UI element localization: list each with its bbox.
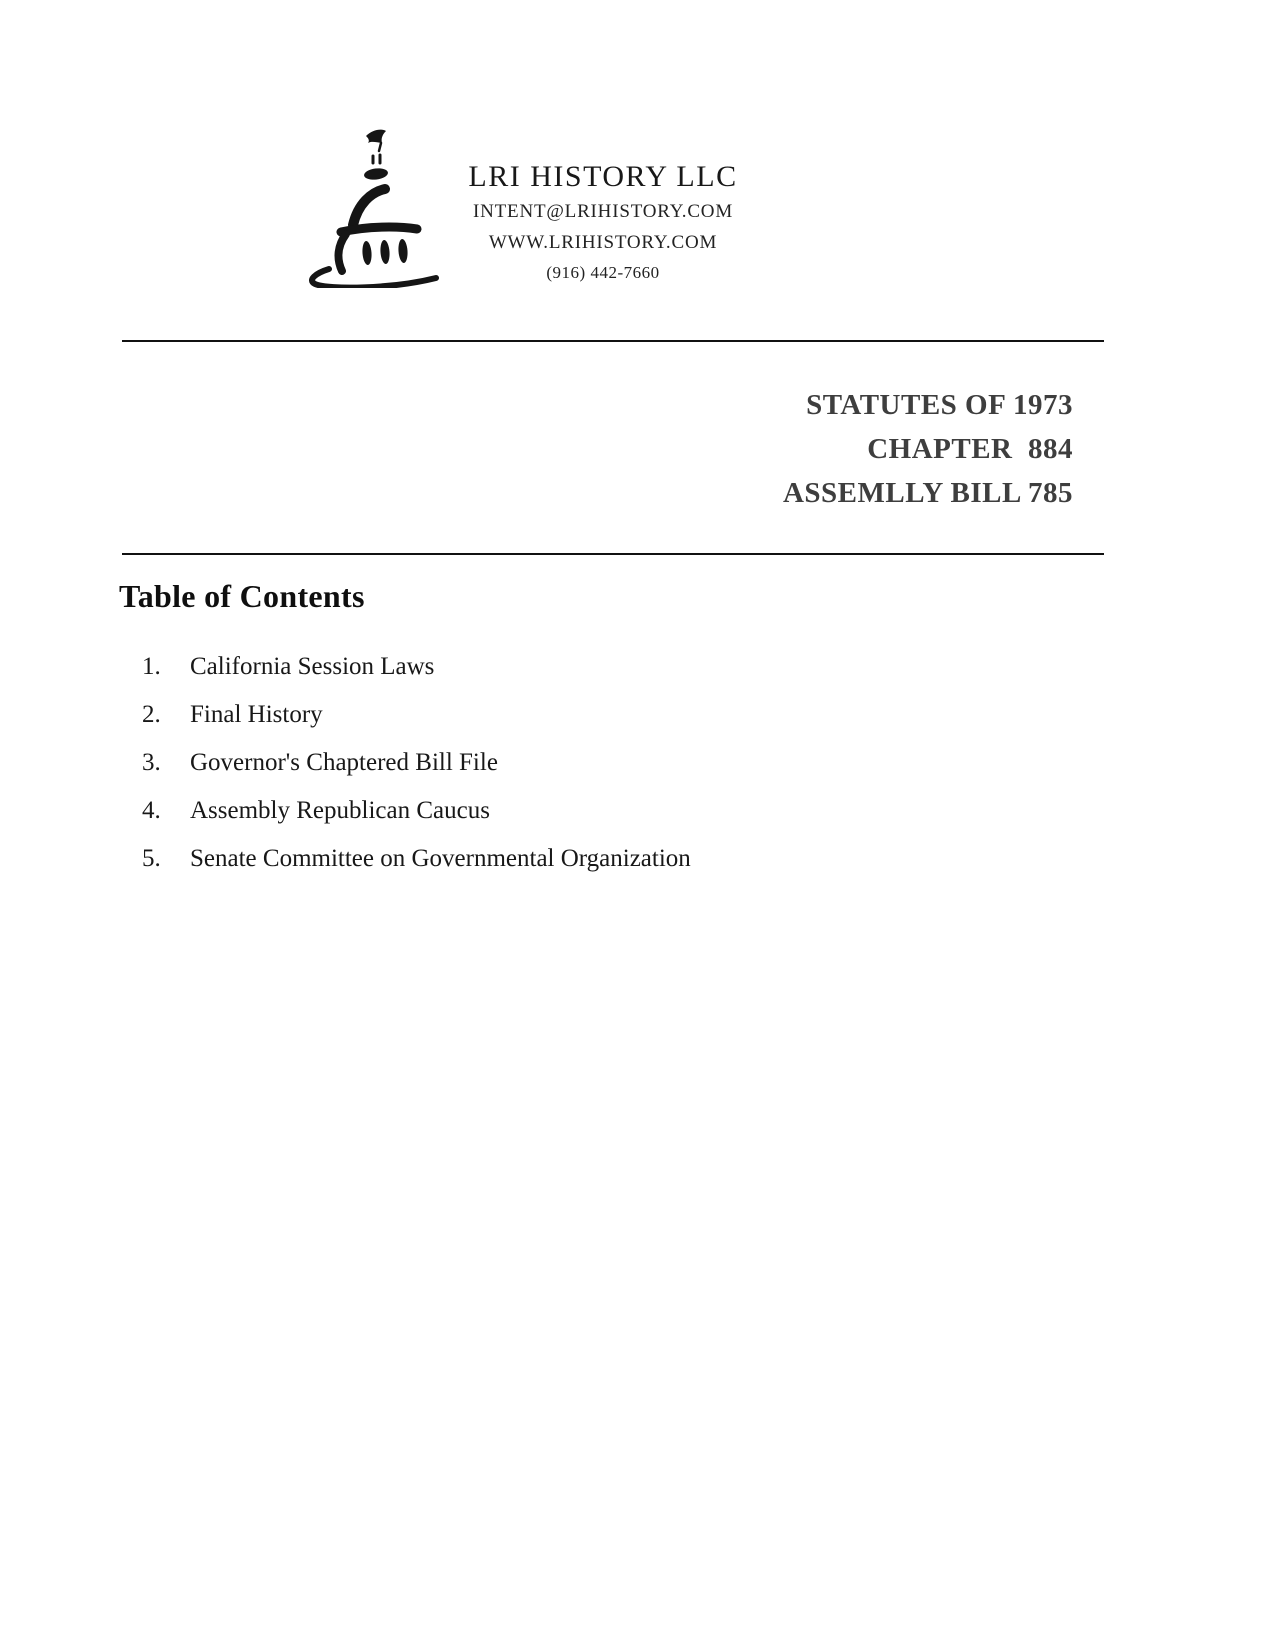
toc-item-label: Assembly Republican Caucus [190, 797, 490, 824]
company-phone: (916) 442-7660 [546, 263, 660, 282]
chapter-number-line: CHAPTER 884 [867, 433, 1073, 465]
letterhead [383, 158, 823, 288]
toc-list [142, 652, 942, 892]
toc-item [142, 700, 942, 730]
toc-item [142, 796, 942, 826]
toc-item-number: 5. [142, 845, 161, 872]
statute-title-block [783, 383, 1073, 515]
toc-heading: Table of Contents [119, 578, 365, 614]
company-email: INTENT@LRIHISTORY.COM [472, 201, 734, 222]
toc-item-number: 2. [142, 701, 161, 728]
horizontal-divider-top [122, 340, 1104, 342]
toc-item-label: California Session Laws [190, 653, 435, 680]
toc-item-label: Senate Committee on Governmental Organization [190, 845, 691, 872]
statutes-year-line: STATUTES OF 1973 [806, 389, 1073, 421]
horizontal-divider-bottom [122, 553, 1104, 555]
toc-item-number: 3. [142, 749, 161, 776]
toc-item [142, 748, 942, 778]
company-name: LRI HISTORY LLC [468, 160, 738, 193]
toc-item-label: Governor's Chaptered Bill File [190, 749, 498, 776]
toc-item [142, 652, 942, 682]
assembly-bill-line: ASSEMLLY BILL 785 [782, 477, 1073, 509]
company-website: WWW.LRIHISTORY.COM [488, 232, 718, 253]
toc-item-number: 4. [142, 797, 161, 824]
toc-item-label: Final History [190, 701, 323, 728]
toc-item [142, 844, 942, 874]
toc-item-number: 1. [142, 653, 161, 680]
